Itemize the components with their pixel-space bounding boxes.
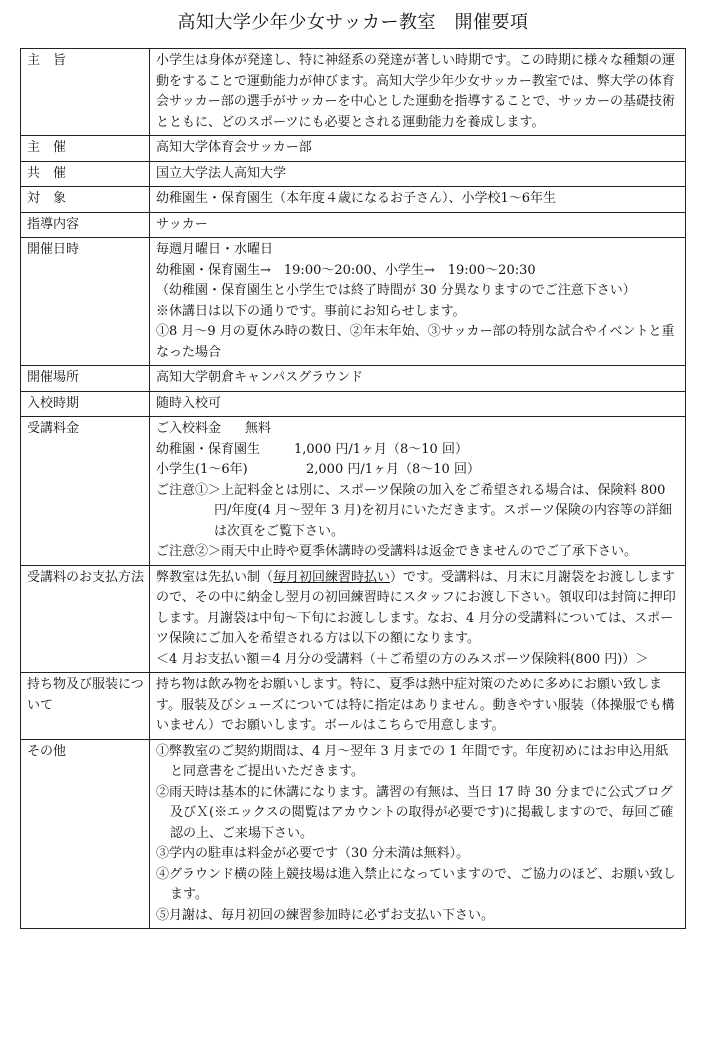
payment-text-a: 弊教室は先払い制（ [156, 569, 274, 585]
table-row-organizer [21, 136, 686, 162]
row-label: 受講料金 [21, 417, 150, 566]
schedule-note: （幼稚園・保育園生と小学生では終了時間が 30 分異なりますのでご注意下さい） [156, 283, 636, 298]
elementary-fee-value: 2,000 円/1ヶ月（8〜10 回） [306, 462, 480, 477]
table-row-other [21, 739, 686, 929]
row-value: 国立大学法人高知大学 [150, 161, 686, 187]
list-item: ④グラウンド横の陸上競技場は進入禁止になっていますので、ご協力のほど、お願い致します。 [156, 866, 676, 902]
table-row-purpose [21, 49, 686, 136]
kinder-fee [156, 440, 681, 461]
holiday-note: ※休講日は以下の通りです。事前にお知らせします。 [156, 303, 466, 319]
kinder-fee-value: 1,000 円/1ヶ月（8〜10 回） [294, 441, 468, 457]
list-item: ①弊教室のご契約期間は、4 月〜翌年 3 月までの 1 年間です。年度初めにはお申込用紙と同意書をご提出いただきます。 [156, 743, 669, 779]
table-row-enrollment [21, 391, 686, 417]
table-row-belongings [21, 673, 686, 740]
row-label: 入校時期 [21, 391, 150, 417]
kinder-fee-label: 幼稚園・保育園生 [156, 441, 261, 457]
table-row-venue [21, 366, 686, 392]
row-value: サッカー [150, 212, 686, 238]
table-row-payment [21, 565, 686, 673]
row-label: その他 [21, 739, 150, 929]
row-label: 開催場所 [21, 366, 150, 392]
row-value [150, 417, 686, 566]
schedule-days: 毎週月曜日・水曜日 [156, 242, 274, 257]
row-label: 受講料のお支払方法 [21, 565, 150, 673]
schedule-times: 幼稚園・保育園生→ 19:00〜20:00、小学生→ 19:00〜20:30 [156, 262, 536, 278]
table-row-cosponsor [21, 161, 686, 187]
row-label: 指導内容 [21, 212, 150, 238]
list-item: ②雨天時は基本的に休講になります。講習の有無は、当日 17 時 30 分までに公式ブログ及びＸ(※エックスの閲覧はアカウントの取得が必要です)に掲載しますので、毎回ご確認の上、ご来場下さい。 [156, 784, 674, 841]
row-value [150, 739, 686, 929]
row-value: 高知大学朝倉キャンパスグラウンド [150, 366, 686, 392]
row-value: 小学生は身体が発達し、特に神経系の発達が著しい時期です。この時期に様々な種類の運動をすることで運動能力が伸びます。高知大学少年少女サッカー教室では、弊大学の体育会サッカー部の選手がサッカーを中心とした運動を指導することで、サッカーの基礎技術とともに、どのスポーツにも必要とされる運動能力を養成します。 [150, 49, 686, 136]
table-row-schedule [21, 238, 686, 366]
elementary-fee [156, 460, 681, 481]
table-row-target [21, 187, 686, 213]
row-value [150, 238, 686, 366]
row-label: 主 催 [21, 136, 150, 162]
list-item: ⑤月謝は、毎月初回の練習参加時に必ずお支払い下さい。 [156, 907, 495, 923]
holiday-list: ①8 月〜9 月の夏休み時の数日、②年末年始、③サッカー部の特別な試合やイベントと重なった場合 [156, 324, 675, 360]
row-label: 対 象 [21, 187, 150, 213]
row-value: 随時入校可 [150, 391, 686, 417]
list-item: ③学内の駐車は料金が必要です（30 分未満は無料）。 [156, 846, 470, 861]
fee-note-refund: ご注意②＞雨天中止時や夏季休講時の受講料は返金できませんのでご了承下さい。 [156, 544, 638, 559]
row-value: 幼稚園生・保育園生（本年度４歳になるお子さん）、小学校1〜6年生 [150, 187, 686, 213]
table-row-fees [21, 417, 686, 566]
table-row-content [21, 212, 686, 238]
elementary-fee-label: 小学生(1〜6年) [156, 462, 248, 477]
entry-fee-label: ご入校料金 [156, 421, 222, 436]
row-value: 高知大学体育会サッカー部 [150, 136, 686, 162]
row-label: 持ち物及び服装について [21, 673, 150, 740]
fee-note-insurance: ご注意①＞上記料金とは別に、スポーツ保険の加入をご希望される場合は、保険料 800 円/年度(4 月〜翌年 3 月)を初月にいただきます。スポーツ保険の内容等の詳細は次頁をご覧下さい。 [156, 482, 672, 539]
guidelines-table [20, 48, 686, 929]
entry-fee [156, 419, 681, 440]
row-label: 主 旨 [21, 49, 150, 136]
row-value [150, 565, 686, 673]
page-title: 高知大学少年少女サッカー教室 開催要項 [177, 12, 529, 33]
row-label: 共 催 [21, 161, 150, 187]
payment-formula: ＜4 月お支払い額＝4 月分の受講料（＋ご希望の方のみスポーツ保険料(800 円)）＞ [156, 651, 649, 667]
payment-timing: 毎月初回練習時払い [273, 569, 391, 585]
row-value: 持ち物は飲み物をお願いします。特に、夏季は熱中症対策のために多めにお願い致します。服装及びシューズについては特に指定はありません。動きやすい服装（体操服でも構いません）でお願いします。ボールはこちらで用意します。 [150, 673, 686, 740]
row-label: 開催日時 [21, 238, 150, 366]
payment-text-c: ）です。受講料は、月末に月謝袋をお渡ししますので、その中に納金し翌月の初回練習時にスタッフにお渡し下さい。領収印は封筒に押印します。月謝袋は中旬〜下旬にお渡しします。なお、4 月分の受講料については、スポーツ保険にご加入を希望される方は以下の額になります。 [156, 569, 676, 646]
entry-fee-value: 無料 [245, 421, 272, 436]
